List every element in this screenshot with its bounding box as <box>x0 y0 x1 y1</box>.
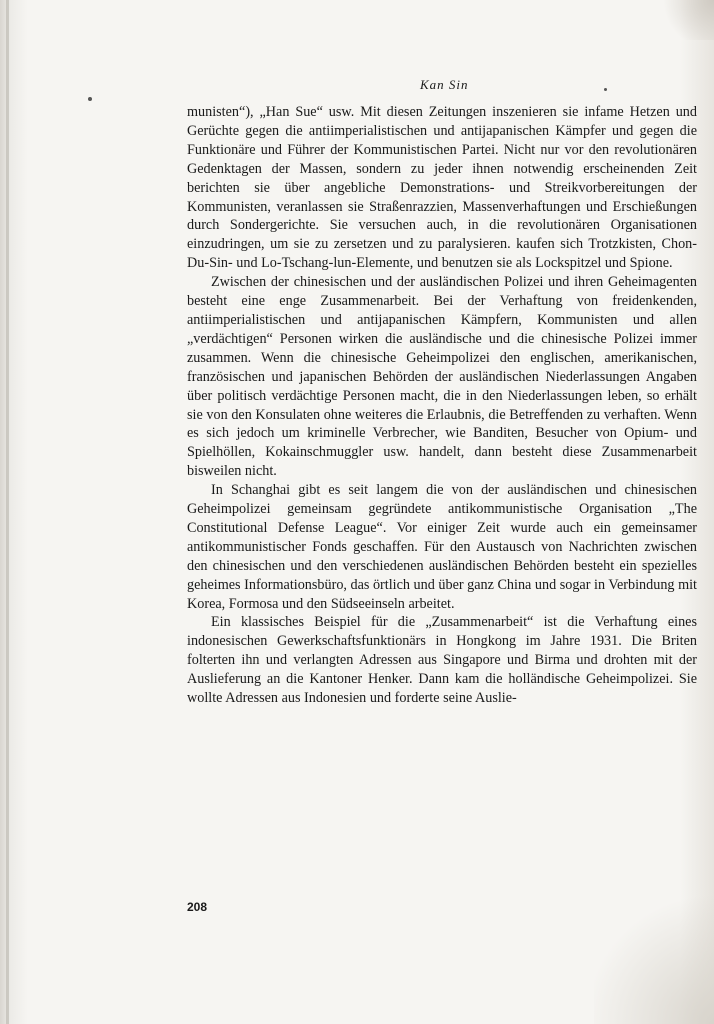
paragraph: Ein klassisches Beispiel für die „Zusammenarbeit“ ist die Verhaftung eines indonesischen Gewerkschaftsfunktionärs in Hongkong im Jahre 1931. Die Briten folterten ihn und verlangten Adressen aus Singapore und Birma und drohten mit der Auslieferung an die Kantoner Henker. Dann kam die holländische Geheimpolizei. Sie wollte Adressen aus Indonesien und forderte seine Auslie- <box>187 614 697 707</box>
body-text <box>187 103 697 708</box>
paragraph: In Schanghai gibt es seit langem die von der ausländischen und chinesischen Geheimpolizei gemeinsam gegründete antikommunistische Organisation „The Constitutional Defense League“. Vor einiger Zeit wurde auch ein gemeinsamer antikommunistischer Fonds geschaffen. Für den Austausch von Nachrichten zwischen den chinesischen und den verschiedenen ausländischen Behörden besteht ein spezielles geheimes Informationsbüro, das örtlich und über ganz China und sogar in Verbindung mit Korea, Formosa und den Südseeinseln arbeitet. <box>187 482 697 612</box>
speck-mark <box>88 97 92 101</box>
page-number: 208 <box>187 900 208 914</box>
paragraph: munisten“), „Han Sue“ usw. Mit diesen Zeitungen inszenieren sie infame Hetzen und Gerüchte gegen die antiimperialistischen und antijapanischen Kämpfer und gegen die Funktionäre und Führer der Kommunistischen Partei. Nicht nur vor den revolutionären Gedenktagen der Massen, sondern zu jeder ihnen notwendig erscheinenden Zeit berichten sie über angebliche Demonstrations- und Streikvorbereitungen der Kommunisten, veranlassen sie Straßenrazzien, Massenverhaftungen und Erschießungen durch Sondergerichte. Sie versuchen auch, in die revolutionären Organisationen einzudringen, um sie zu zersetzen und zu paralysieren. kaufen sich Trotzkisten, Chon-Du-Sin- und Lo-Tschang-lun-Elemente, und benutzen sie als Lockspitzel und Spione. <box>187 104 697 272</box>
running-head: Kan Sin <box>420 77 469 92</box>
paragraph: Zwischen der chinesischen und der ausländischen Polizei und ihren Geheimagenten besteht eine enge Zusammenarbeit. Bei der Verhaftung von freidenkenden, antiimperialistischen und antijapanischen Kämpfern, Kommunisten und allen „verdächtigen“ Personen wirken die ausländische und die chinesische Polizei immer zusammen. Wenn die chinesische Geheimpolizei den englischen, amerikanischen, französischen und japanischen Behörden der ausländischen Niederlassungen Angaben über politisch verdächtige Personen macht, die in den Niederlassungen leben, so erhält sie von den Konsulaten ohne weiteres die Erlaubnis, die Betreffenden zu verhaften. Wenn es sich jedoch um kriminelle Verbrecher, wie Banditen, Besucher von Opium- und Spielhöllen, Kokainschmuggler usw. handelt, dann besteht diese Zusammenarbeit bisweilen nicht. <box>187 274 697 480</box>
page-corner-shadow <box>654 0 714 40</box>
speck-mark <box>604 88 607 91</box>
page-corner-wear <box>594 884 714 1024</box>
page-spine-shadow <box>6 0 9 1024</box>
